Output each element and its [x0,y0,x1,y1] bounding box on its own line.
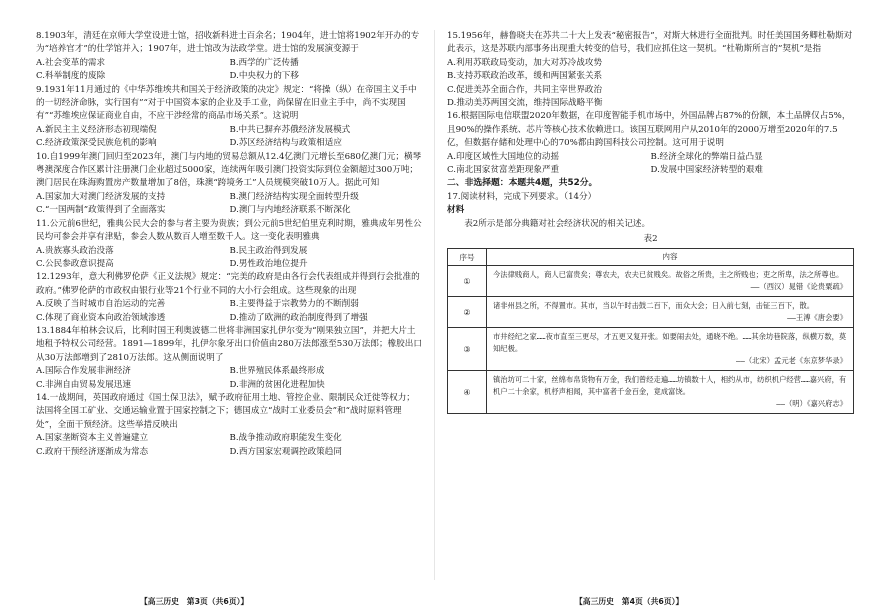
option-d[interactable]: D.男性政治地位提升 [229,258,308,269]
option-c[interactable]: C.促进美苏全面合作，共同主宰世界政治 [447,84,603,95]
row-text: 镇治坊可二十家，丝绵布帛货物有万金，我们曾经走遍……坊镇数十人，相约从市，纺织机户经营……嘉兴府，有机户二十余家，机杼声相闻，其中富者千金百金，竟成富饶。 [493,375,847,397]
question-12-stem: 12.1293年，意大利佛罗伦萨《正义法规》规定：“完美的政府是由各行会代表组成并得到行会批准的政府。”佛罗伦萨的市政权由银行业等21个行业不同的大小行会组成。这些现象的出现 [36,272,420,296]
row-num: ④ [448,371,487,413]
header-content: 内容 [662,252,678,262]
option-b[interactable]: B.中共已摒弃苏俄经济发展模式 [229,124,351,135]
option-a[interactable]: A.国家加大对澳门经济发展的支持 [36,191,166,202]
option-a[interactable]: A.贵族寡头政治没落 [36,245,114,256]
question-13-options [36,365,423,392]
option-d[interactable]: D.推动美苏两国交流，维持国际战略平衡 [447,98,603,109]
question-14-options [36,432,423,459]
option-c[interactable]: C.“一国两制”政策得到了全面落实 [36,205,166,216]
option-d[interactable]: D.苏区经济结构与政策相适应 [229,138,342,149]
option-d[interactable]: D.中央权力的下移 [229,71,299,82]
option-a[interactable]: A.印度区域性大国地位的动摇 [447,151,560,162]
option-c[interactable]: C.政府干预经济逐渐成为常态 [36,446,149,457]
option-d[interactable]: D.发展中国家经济转型的艰难 [650,165,763,176]
row-num: ① [448,266,487,296]
material-table [447,248,854,414]
question-9-stem: 9.1931年11月通过的《中华苏维埃共和国关于经济政策的决定》规定：“将操（纵）在帝国主义手中的一切经济命脉，实行国有”“对于中国资本家的企业及手工业，尚保留在旧业主手中，尚不实现国有”“苏维埃应保证商业自由，不应干涉经常的商品市场关系”。这说明 [36,84,417,122]
option-c[interactable]: C.非洲自由贸易发展迅速 [36,379,131,390]
row-text: 今法律贱商人，商人已富贵矣；尊农夫，农夫已贫贱矣。故俗之所贵，主之所贱也；吏之所卑，法之所尊也。 [493,270,844,280]
question-15-options [447,57,854,111]
option-d[interactable]: D.澳门与内地经济联系不断深化 [229,205,351,216]
option-a[interactable]: A.反映了当时城市自治运动的完善 [36,299,166,310]
option-a[interactable]: A.利用苏联政局变动，加大对苏冷战攻势 [447,57,603,68]
option-a[interactable]: A.国际合作发展非洲经济 [36,366,131,377]
option-a[interactable]: A.社会变革的需求 [36,57,106,68]
question-16-stem: 16.根据国际电信联盟2020年数据，在印度智能手机市场中，外国品牌占87%的份额，本土品牌仅占5%，且90%的操作系统、芯片等核心技术依赖进口。该国互联网用户从2010年的2000万增至2020年的7.5亿，但数据存储和处理中心的70%都由跨国科技公司控制。这可用于说明 [447,111,851,149]
row-source: ——王溥《唐会要》 [787,313,847,323]
question-10-stem: 10.自1999年澳门回归至2023年，澳门与内地的贸易总额从12.4亿澳门元增长至680亿澳门元；横琴粤澳深度合作区累计注册澳门企业超过5000家，连续两年吸引澳门投资实际到位金额超过300万吨；澳门居民在珠海购置房产数量增加了8倍，珠澳“跨境务工”人员规模突破10万人。据此可知 [36,151,422,189]
table-row [448,327,853,370]
option-c[interactable]: C.体现了商业资本向政治领域渗透 [36,312,166,323]
table-header [448,249,853,265]
row-text: 市井经纪之家……夜市直至三更尽，才五更又复开张。如要闹去处，通晓不绝。……其余坊巷院落，纵横万数，莫知纪极。 [493,332,847,354]
question-14-stem: 14.一战期间，英国政府通过《国土保卫法》，赋予政府征用土地、管控企业、限制民众迁徙等权力；法国将全国工矿业、交通运输业置于国家控制之下；德国成立“战时工业委员会”和“战时原料管理处”，全面干预经济。这些举措反映出 [36,392,415,430]
question-11-stem: 11.公元前6世纪，雅典公民大会的参与者主要为贵族；到公元前5世纪伯里克利时期，雅典成年男性公民均可参会并享有津贴，参会人数从数百人增至数千人。这一变化表明雅典 [36,218,422,243]
row-num: ③ [448,328,487,370]
table-row [448,370,853,413]
option-c[interactable]: C.经济政策深受民族危机的影响 [36,138,157,149]
option-a[interactable]: A.新民主主义经济形态初现端倪 [36,124,157,135]
option-b[interactable]: B.世界殖民体系最终形成 [229,366,325,377]
header-num: 序号 [448,249,487,265]
option-c[interactable]: C.科举制度的废除 [36,71,106,82]
question-11-options [36,245,423,272]
page-footer: 【高三历史 第3页（共6页）】 [140,597,249,606]
option-b[interactable]: B.西学的广泛传播 [229,57,299,68]
question-17-stem: 17.阅读材料，完成下列要求。（14分） [447,191,597,202]
option-c[interactable]: C.公民参政意识提高 [36,258,114,269]
option-d[interactable]: D.推动了欧洲的政治制度得到了增强 [229,312,368,323]
section-heading: 二、非选择题：本题共4题，共52分。 [447,178,598,189]
row-text: 诸非州县之所，不得置市。其市，当以午时击鼓二百下，而众大会；日入前七刻，击钲三百下，散。 [493,301,815,311]
option-b[interactable]: B.主要得益于宗教势力的不断削弱 [229,299,359,310]
table-caption: 表2 [643,234,658,245]
table-row [448,296,853,327]
question-8-options [36,57,423,84]
option-a[interactable]: A.国家垄断资本主义普遍建立 [36,433,149,444]
row-source: ——（西汉）晁错《论贵粟疏》 [750,282,847,292]
option-d[interactable]: D.非洲的贫困化进程加快 [229,379,325,390]
question-16-options [447,151,854,178]
question-15-stem: 15.1956年，赫鲁晓夫在苏共二十大上发表“秘密报告”，对斯大林进行全面批判。时任美国国务卿杜勒斯对此表示，这是苏联内部事务出现重大转变的信号，我们应抓住这一契机。“杜勒斯所言的”契机“是指 [447,31,853,55]
question-13-stem: 13.1884年柏林会议后，比利时国王利奥波德二世将非洲国家扎伊尔变为“刚果独立国”，并把大片土地租予特权公司经营。1891—1899年，扎伊尔象牙出口价值由280万法郎涨至530万法郎；橡胶出口从30万法郎增到了2810万法郎。这从侧面说明了 [36,325,422,363]
row-num: ② [448,297,487,327]
option-b[interactable]: B.战争推动政府职能发生变化 [229,433,342,444]
question-8-stem: 8.1903年，清廷在京师大学堂设进士馆，招收新科进士百余名；1904年，进士馆将1902年开办的专为“培养官才”的仕学馆并入；1907年，进士馆改为法政学堂。进士馆的发展演变源于 [36,31,420,55]
right-page [435,0,870,615]
option-c[interactable]: C.南北国家贫富差距现象严重 [447,165,560,176]
material-label: 材料 [447,205,465,216]
option-b[interactable]: B.澳门经济结构实现全面转型升级 [229,191,359,202]
option-b[interactable]: B.支持苏联政治改革，缓和两国紧张关系 [447,71,603,82]
question-10-options [36,191,423,218]
page-footer: 【高三历史 第4页（共6页）】 [575,597,684,606]
option-b[interactable]: B.民主政治得到发展 [229,245,308,256]
row-source: ——（明）《嘉兴府志》 [776,399,847,409]
row-source: ——（北宋）孟元老《东京梦华录》 [736,356,847,366]
question-12-options [36,298,423,325]
material-intro: 表2所示是部分典籍对社会经济状况的相关记述。 [464,218,651,229]
table-row [448,265,853,296]
option-d[interactable]: D.西方国家宏观调控政策趋同 [229,446,342,457]
question-9-options [36,124,423,151]
option-b[interactable]: B.经济全球化的弊端日益凸显 [650,151,763,162]
